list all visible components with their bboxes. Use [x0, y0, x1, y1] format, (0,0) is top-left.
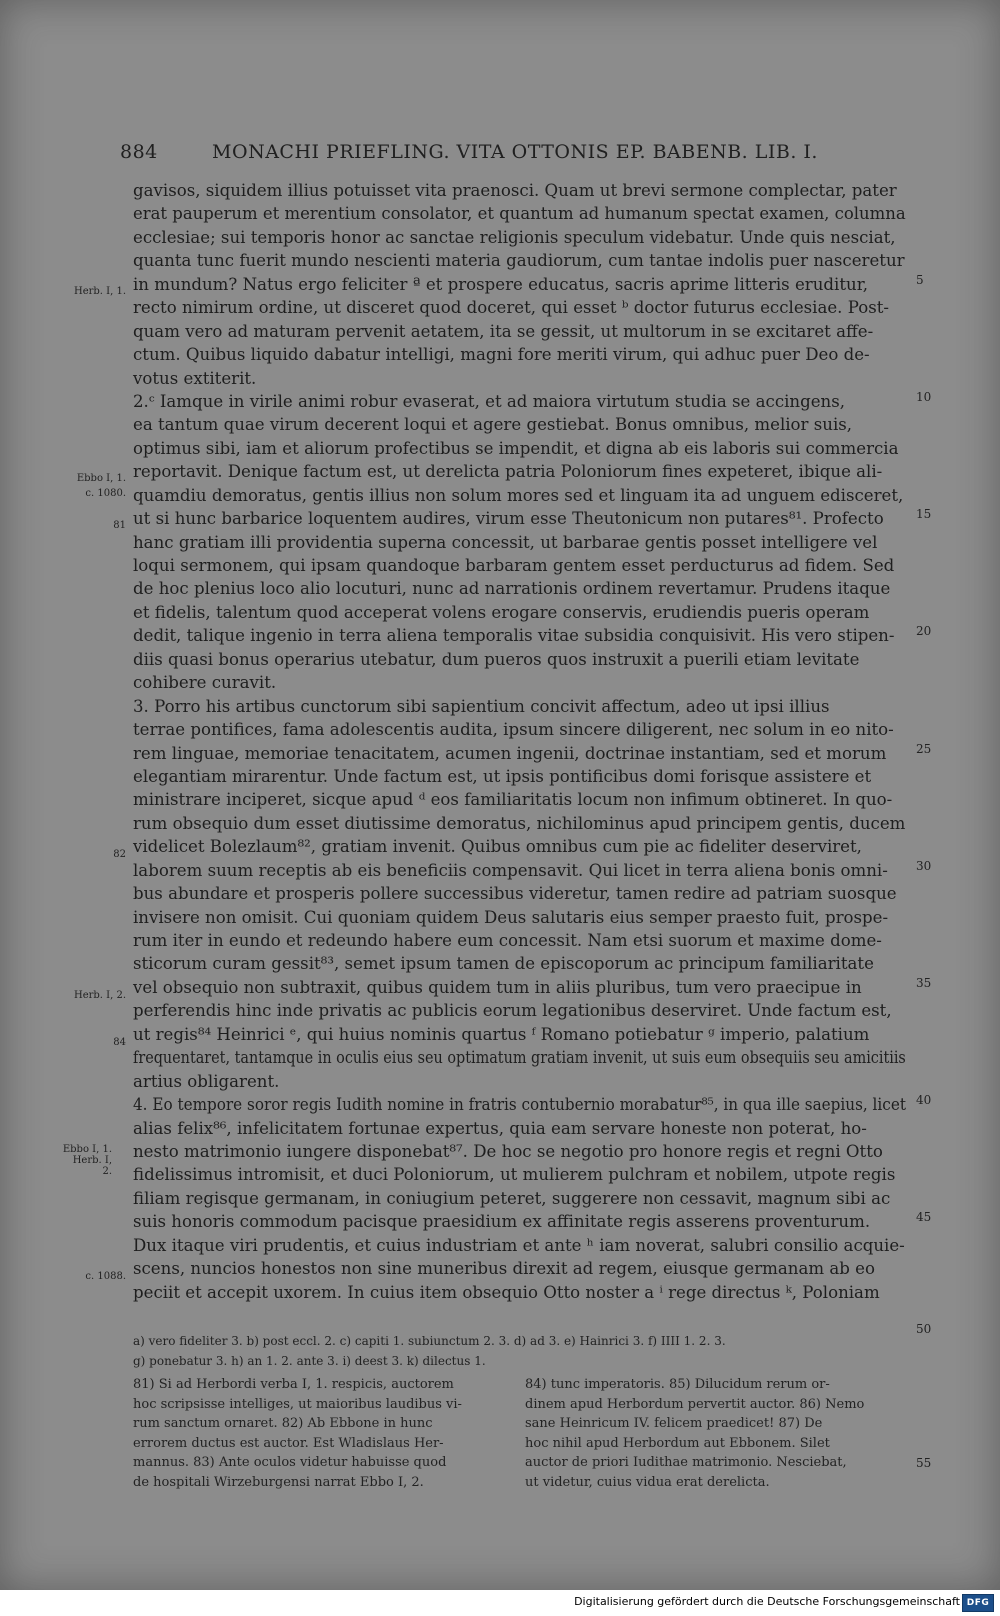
text-line: perferendis hinc inde privatis ac publicis eorum legationibus deserviret. Unde factum est, — [133, 1001, 892, 1021]
text-line: Dux itaque viri prudentis, et cuius industriam et ante ʰ iam noverat, salubri consilio acquie- — [133, 1235, 905, 1255]
text-line: cohibere curavit. — [133, 673, 277, 693]
page-header — [120, 141, 910, 171]
text-line: scens, nuncios honestos non sine muneribus direxit ad regem, eiusque germanam ab eo — [133, 1259, 875, 1279]
footnotes — [133, 1375, 906, 1500]
text-line: ut regis⁸⁴ Heinrici ᵉ, qui huius nominis quartus ᶠ Romano potiebatur ᵍ imperio, palatium — [133, 1024, 870, 1044]
text-line: de hoc plenius loco alio locuturi, nunc ad narrationis ordinem revertamur. Prudens itaque — [133, 579, 891, 599]
margin-date: c. 1080. — [85, 488, 126, 499]
line-number: 20 — [916, 624, 932, 638]
text-line: rum iter in eundo et redeundo habere eum concessit. Nam etsi suorum et maxime dome- — [133, 931, 882, 950]
apparatus-line: g) ponebatur 3. h) an 1. 2. ante 3. i) deest 3. k) dilectus 1. — [133, 1354, 486, 1368]
critical-apparatus — [133, 1331, 906, 1371]
footnote-line: 84) tunc imperatoris. 85) Dilucidum rerum or- — [525, 1377, 830, 1392]
margin-footnote-marker: 84 — [113, 1037, 126, 1048]
text-line: alias felix⁸⁶, infelicitatem fortunae expertus, quia eam servare honeste non poterat, ho- — [133, 1118, 867, 1138]
running-title: MONACHI PRIEFLING. VITA OTTONIS EP. BABENB. LIB. I. — [212, 141, 818, 163]
line-number: 50 — [916, 1322, 932, 1336]
footnote-line: ut videtur, cuius vidua erat derelicta. — [525, 1474, 770, 1490]
page-number: 884 — [120, 141, 158, 163]
text-line: rem linguae, memoriae tenacitatem, acumen ingenii, doctrinae instantiam, sed et morum — [133, 743, 887, 763]
dfg-logo — [962, 1594, 994, 1612]
margin-date: c. 1088. — [85, 1271, 126, 1282]
text-line: votus extiterit. — [133, 368, 257, 388]
text-line: peciit et accepit uxorem. In cuius item obsequio Otto noster a ⁱ rege directus ᵏ, Poloniam — [133, 1282, 880, 1302]
line-number: 30 — [916, 859, 932, 873]
line-number: 25 — [916, 742, 932, 756]
text-line: 4. Eo tempore soror regis Iudith nomine in fratris contubernio morabatur⁸⁵, in qua ille saepius, licet — [133, 1095, 906, 1115]
footnote-line: hoc scripsisse intelliges, ut maioribus laudibus vi- — [133, 1396, 462, 1412]
text-line: ea tantum quae virum decerent loqui et agere gestiebat. Bonus omnibus, melior suis, — [133, 415, 853, 435]
text-line: gavisos, siquidem illius potuisset vita praenosci. Quam ut brevi sermone complectar, pater — [133, 181, 897, 200]
footnote-line: hoc nihil apud Herbordum aut Ebbonem. Silet — [525, 1435, 830, 1451]
dfg-logo-text: DFG — [966, 1598, 990, 1608]
line-number: 40 — [916, 1093, 932, 1107]
text-line: loqui sermonem, qui ipsam quandoque barbaram gentem esset perducturus ad fidem. Sed — [133, 556, 895, 575]
text-line: ctum. Quibus liquido dabatur intelligi, magni fore meriti virum, qui adhuc puer Deo de- — [133, 345, 870, 365]
text-line: diis quasi bonus operarius utebatur, dum pueros quos instruxit a puerili etiam levitate — [133, 649, 860, 669]
text-line: quam vero ad maturam pervenit aetatem, ita se gessit, ut multorum in se excitaret affe- — [133, 321, 874, 341]
text-line: sticorum curam gessit⁸³, semet ipsum tamen de episcoporum ac principum familiaritate — [133, 954, 874, 974]
footnote-line: de hospitali Wirzeburgensi narrat Ebbo I, 2. — [133, 1474, 424, 1490]
footnote-line: mannus. 83) Ante oculos videtur habuisse quod — [133, 1455, 447, 1470]
text-line: dedit, talique ingenio in terra aliena temporalis vitae subsidia conquisivit. His vero stipen- — [133, 626, 895, 646]
text-line: recto nimirum ordine, ut disceret quod doceret, qui esset ᵇ doctor futurus ecclesiae. Post- — [133, 298, 890, 318]
apparatus-line: a) vero fideliter 3. b) post eccl. 2. c) capiti 1. subiunctum 2. 3. d) ad 3. e) Hainrici 3. f) IIII 1. 2. 3. — [133, 1334, 726, 1348]
text-line: invisere non omisit. Cui quoniam quidem Deus salutaris eius semper praesto fuit, prospe- — [133, 907, 889, 927]
text-line: 2.ᶜ Iamque in virile animi robur evaserat, et ad maiora virtutum studia se accingens, — [133, 391, 846, 411]
margin-footnote-marker: 82 — [113, 849, 126, 860]
text-line: videlicet Bolezlaum⁸², gratiam invenit. Quibus omnibus cum pie ac fideliter deserviret, — [133, 837, 862, 857]
line-number: 35 — [916, 976, 932, 990]
text-line: et fidelis, talentum quod acceperat volens erogare conservis, erudiendis pueris operam — [133, 602, 870, 622]
text-line: bus abundare et prosperis pollere successibus videretur, tamen redire ad patriam suosque — [133, 884, 897, 904]
text-line: quanta tunc fuerit mundo nescienti materia gaudiorum, cum tantae indolis puer nasceretur — [133, 251, 905, 271]
footnotes-left-column — [133, 1375, 505, 1492]
text-line: ecclesiae; sui temporis honor ac sanctae religionis speculum videbatur. Unde quis nesciat, — [133, 227, 896, 247]
footnote-line: errorem ductus est auctor. Est Wladislaus Her- — [133, 1435, 444, 1451]
margin-reference: Herb. I, 1. — [73, 286, 126, 297]
text-line: hanc gratiam illi providentia superna concessit, ut barbarae gentis posset intelligere vel — [133, 532, 878, 552]
margin-footnote-marker: 81 — [113, 520, 126, 531]
footnote-line: dinem apud Herbordum pervertit auctor. 86) Nemo — [525, 1396, 865, 1412]
text-line: erat pauperum et merentium consolator, et quantum ad humanum spectat examen, columna — [133, 204, 906, 224]
footnote-line: 81) Si ad Herbordi verba I, 1. respicis, auctorem — [133, 1377, 454, 1392]
margin-reference: Ebbo I, 1. — [76, 473, 126, 484]
text-line: rum obsequio dum esset diutissime demoratus, nichilominus apud principem gentis, ducem — [133, 813, 906, 833]
text-line: elegantiam mirarentur. Unde factum est, ut ipsis pontificibus domi forisque assistere et — [133, 766, 872, 786]
text-line: in mundum? Natus ergo feliciter ª et prospere educatus, sacris aprime litteris eruditur, — [133, 274, 869, 294]
text-line: vel obsequio non subtraxit, quibus quidem tum in aliis pluribus, tum vero praecipue in — [133, 977, 862, 997]
footnote-line: sane Heinricum IV. felicem praedicet! 87) De — [525, 1416, 823, 1431]
text-line: terrae pontifices, fama adolescentis audita, ipsum sincere diligerent, nec solum in eo nito- — [133, 720, 894, 740]
line-number: 5 — [916, 273, 924, 287]
text-line: ministrare inciperet, sicque apud ᵈ eos familiaritatis locum non infimum obtineret. In quo- — [133, 790, 893, 810]
footnotes-right-column — [525, 1375, 897, 1492]
text-line: quamdiu demoratus, gentis illius non solum mores sed et linguam ita ad unguem edisceret, — [133, 485, 904, 505]
text-line: optimus sibi, iam et aliorum profectibus se impendit, et digna ab eis laboris sui commercia — [133, 438, 899, 458]
text-line: filiam regisque germanam, in coniugium peteret, suggerere non cessavit, magnum sibi ac — [133, 1188, 891, 1208]
text-line: nesto matrimonio iungere disponebat⁸⁷. De hoc se negotio pro honore regis et regni Otto — [133, 1141, 883, 1161]
footnote-line: rum sanctum ornaret. 82) Ab Ebbone in hunc — [133, 1416, 433, 1431]
margin-reference: Herb. I, 2. — [73, 990, 126, 1001]
text-line: frequentaret, tantamque in oculis eius seu optimatum gratiam invenit, ut suis eum obsequiis seu amicitiis — [133, 1048, 906, 1068]
footer-bar — [0, 1590, 1000, 1616]
text-line: reportavit. Denique factum est, ut derelicta patria Poloniorum fines expeteret, ibique ali- — [133, 462, 883, 482]
text-line: fidelissimus intromisit, et duci Poloniorum, ut mulierem pulchram et nobilem, utpote regis — [133, 1165, 896, 1185]
footnote-line: auctor de priori Iudithae matrimonio. Nesciebat, — [525, 1455, 847, 1470]
line-number: 10 — [916, 390, 932, 404]
text-line: suis honoris commodum pacisque praesidium ex affinitate regis asserens proventurum. — [133, 1212, 871, 1232]
text-line: artius obligarent. — [133, 1071, 280, 1091]
funding-note: Digitalisierung gefördert durch die Deutsche Forschungsgemeinschaft — [574, 1595, 960, 1608]
text-line: ut si hunc barbarice loquentem audires, virum esse Theutonicum non putares⁸¹. Profecto — [133, 509, 884, 529]
line-number: 15 — [916, 507, 932, 521]
margin-reference: Ebbo I, 1. Herb. I, 2. — [62, 1144, 112, 1177]
main-text — [133, 179, 906, 1304]
text-line: laborem suum receptis ab eis beneficiis compensavit. Qui licet in terra aliena bonis omni- — [133, 860, 888, 880]
line-number: 45 — [916, 1210, 932, 1224]
text-line: 3. Porro his artibus cunctorum sibi sapientium concivit affectum, adeo ut ipsi illius — [133, 696, 830, 716]
line-number: 55 — [916, 1456, 932, 1470]
